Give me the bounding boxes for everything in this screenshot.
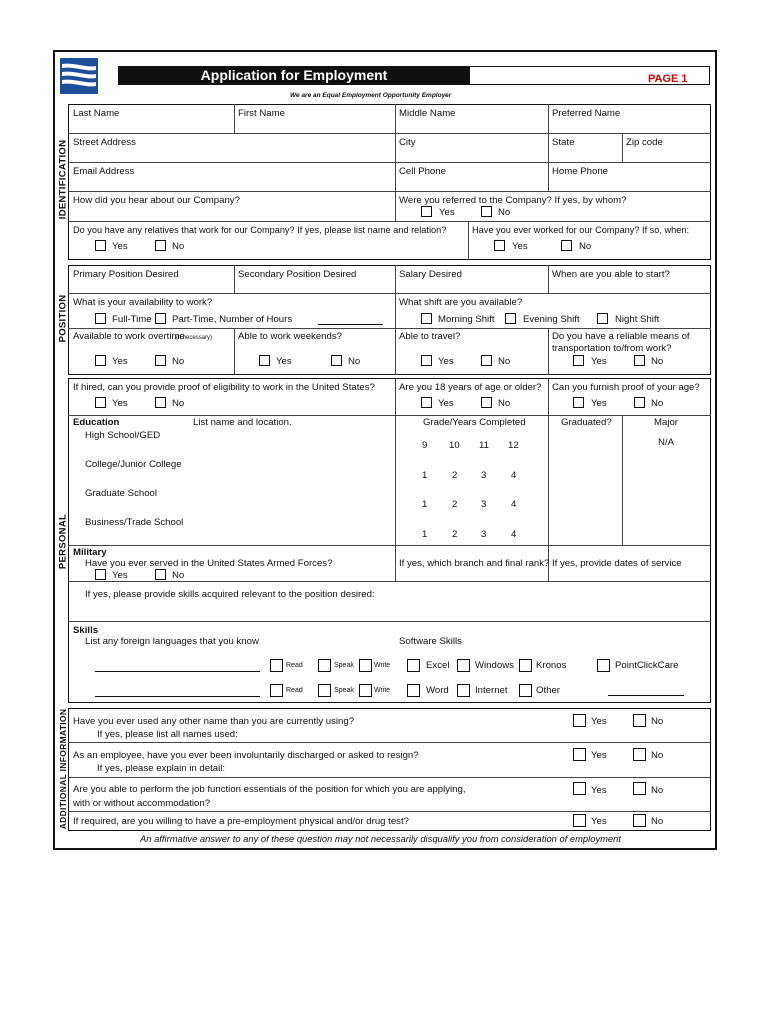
- identification-section: [68, 104, 711, 260]
- state-label: State: [552, 137, 575, 148]
- worked-yes-checkbox[interactable]: [494, 240, 505, 251]
- q1-no-checkbox[interactable]: [633, 714, 646, 727]
- windows-label: Windows: [475, 660, 514, 671]
- transport-no-checkbox[interactable]: [634, 355, 645, 366]
- referred-label: Were you referred to the Company? If yes, by whom?: [399, 195, 627, 206]
- age18-no-checkbox[interactable]: [481, 397, 492, 408]
- if-necessary-note: (if necessary): [176, 335, 213, 341]
- language-2-line[interactable]: [95, 696, 260, 697]
- q1-yes-label: Yes: [591, 716, 607, 727]
- q4-no-checkbox[interactable]: [633, 814, 646, 827]
- q3-no-label: No: [651, 785, 664, 796]
- weekends-yes-label: Yes: [276, 356, 292, 367]
- weekends-label: Able to work weekends?: [238, 331, 342, 342]
- q1-sub-label: If yes, please list all names used:: [97, 729, 238, 740]
- relatives-no-label: No: [172, 241, 185, 252]
- transport-yes-label: Yes: [591, 356, 607, 367]
- college-year-1[interactable]: 1: [422, 470, 428, 481]
- worked-no-checkbox[interactable]: [561, 240, 572, 251]
- skills-heading: Skills: [73, 625, 99, 636]
- military-heading: Military: [73, 547, 107, 558]
- served-yes-checkbox[interactable]: [95, 569, 106, 580]
- eligibility-no-checkbox[interactable]: [155, 397, 166, 408]
- q3-label: Are you able to perform the job function essentials of the position for which you are applying,: [73, 784, 466, 795]
- footer-disclaimer: An affirmative answer to any of these question may not necessarily disqualify you from consideration of employment: [140, 833, 621, 844]
- graduated-label: Graduated?: [561, 417, 612, 428]
- evening-shift-checkbox[interactable]: [505, 313, 516, 324]
- q4-yes-checkbox[interactable]: [573, 814, 586, 827]
- overtime-no-checkbox[interactable]: [155, 355, 166, 366]
- city-label: City: [399, 137, 416, 148]
- graduate-year-3[interactable]: 3: [481, 499, 487, 510]
- q2-yes-checkbox[interactable]: [573, 748, 586, 761]
- excel-checkbox[interactable]: [407, 659, 420, 672]
- age-proof-yes-label: Yes: [591, 398, 607, 409]
- subtitle: We are an Equal Employment Opportunity Employer: [290, 92, 452, 99]
- availability-label: What is your availability to work?: [73, 297, 213, 308]
- list-name-label: List name and location.: [193, 417, 292, 428]
- overtime-yes-label: Yes: [112, 356, 128, 367]
- referred-no-label: No: [498, 207, 511, 218]
- q2-no-checkbox[interactable]: [633, 748, 646, 761]
- q2-no-label: No: [651, 750, 664, 761]
- age18-no-label: No: [498, 398, 511, 409]
- highschool-label: High School/GED: [85, 430, 161, 441]
- preferred-name-label: Preferred Name: [552, 108, 621, 119]
- transport-label-2: transportation to/from work?: [552, 343, 672, 354]
- salary-label: Salary Desired: [399, 269, 462, 280]
- weekends-no-label: No: [348, 356, 361, 367]
- na-label: N/A: [658, 437, 674, 448]
- graduate-year-4[interactable]: 4: [511, 499, 517, 510]
- dates-label: If yes, provide dates of service: [552, 558, 682, 569]
- q4-yes-label: Yes: [591, 816, 607, 827]
- word-checkbox[interactable]: [407, 684, 420, 697]
- position-label: POSITION: [57, 294, 69, 343]
- eligibility-label: If hired, can you provide proof of eligibility to work in the United States?: [73, 382, 375, 393]
- hs-grade-10[interactable]: 10: [449, 440, 460, 451]
- hear-label: How did you hear about our Company?: [73, 195, 240, 206]
- windows-checkbox[interactable]: [457, 659, 470, 672]
- middle-name-label: Middle Name: [399, 108, 456, 119]
- internet-checkbox[interactable]: [457, 684, 470, 697]
- relatives-no-checkbox[interactable]: [155, 240, 166, 251]
- education-heading: Education: [73, 417, 120, 428]
- hs-grade-11[interactable]: 11: [479, 440, 489, 451]
- personal-section: [68, 378, 711, 703]
- home-label: Home Phone: [552, 166, 608, 177]
- referred-no-checkbox[interactable]: [481, 206, 492, 217]
- grade-label: Grade/Years Completed: [423, 417, 526, 428]
- served-no-label: No: [172, 570, 185, 581]
- lang2-write-label: Write: [374, 687, 391, 694]
- travel-yes-label: Yes: [438, 356, 454, 367]
- college-year-3[interactable]: 3: [481, 470, 487, 481]
- zip-label: Zip code: [626, 137, 663, 148]
- transport-label: Do you have a reliable means of: [552, 331, 690, 342]
- shift-label: What shift are you available?: [399, 297, 523, 308]
- lang1-read-checkbox[interactable]: [270, 659, 283, 672]
- identification-label: IDENTIFICATION: [57, 139, 69, 220]
- relatives-yes-checkbox[interactable]: [95, 240, 106, 251]
- night-shift-label: Night Shift: [615, 314, 660, 325]
- weekends-yes-checkbox[interactable]: [259, 355, 270, 366]
- internet-label: Internet: [475, 685, 508, 696]
- overtime-label: Available to work overtime: [73, 331, 185, 342]
- eligibility-yes-checkbox[interactable]: [95, 397, 106, 408]
- lang1-speak-label: Speak: [334, 662, 354, 669]
- start-label: When are you able to start?: [552, 269, 670, 280]
- overtime-no-label: No: [172, 356, 185, 367]
- q3-no-checkbox[interactable]: [633, 782, 646, 795]
- q3-yes-checkbox[interactable]: [573, 782, 586, 795]
- served-no-checkbox[interactable]: [155, 569, 166, 580]
- business-year-4[interactable]: 4: [511, 529, 517, 540]
- lang2-read-checkbox[interactable]: [270, 684, 283, 697]
- major-label: Major: [654, 417, 678, 428]
- age18-yes-checkbox[interactable]: [421, 397, 432, 408]
- additional-label: ADDITIONAL INFORMATION: [58, 708, 68, 830]
- transport-yes-checkbox[interactable]: [573, 355, 584, 366]
- travel-no-checkbox[interactable]: [481, 355, 492, 366]
- parttime-checkbox[interactable]: [155, 313, 166, 324]
- business-year-3[interactable]: 3: [481, 529, 487, 540]
- q1-label: Have you ever used any other name than you are currently using?: [73, 716, 355, 727]
- age18-label: Are you 18 years of age or older?: [399, 382, 542, 393]
- page-number: PAGE 1: [648, 73, 688, 85]
- personal-label: PERSONAL: [57, 513, 69, 570]
- morning-shift-checkbox[interactable]: [421, 313, 432, 324]
- age18-yes-label: Yes: [438, 398, 454, 409]
- word-label: Word: [426, 685, 449, 696]
- kronos-label: Kronos: [536, 660, 567, 671]
- age-proof-label: Can you furnish proof of your age?: [552, 382, 700, 393]
- lang1-write-label: Write: [374, 662, 391, 669]
- lang1-read-label: Read: [286, 662, 303, 669]
- travel-label: Able to travel?: [399, 331, 461, 342]
- morning-shift-label: Morning Shift: [438, 314, 495, 325]
- email-label: Email Address: [73, 166, 135, 177]
- hs-grade-12[interactable]: 12: [508, 440, 519, 451]
- pcc-checkbox[interactable]: [597, 659, 610, 672]
- company-logo-icon: [60, 58, 100, 96]
- worked-no-label: No: [579, 241, 592, 252]
- relatives-label: Do you have any relatives that work for our Company? If yes, please list name and relation?: [73, 225, 447, 235]
- other-label: Other: [536, 685, 560, 696]
- pcc-label: PointClickCare: [615, 660, 679, 671]
- q1-no-label: No: [651, 716, 664, 727]
- lang2-read-label: Read: [286, 687, 303, 694]
- languages-label: List any foreign languages that you know: [85, 636, 259, 647]
- travel-yes-checkbox[interactable]: [421, 355, 432, 366]
- college-label: College/Junior College: [85, 459, 182, 470]
- q2-label: As an employee, have you ever been involuntarily discharged or asked to resign?: [73, 750, 419, 761]
- branch-label: If yes, which branch and final rank?: [399, 558, 550, 569]
- parttime-hours-line[interactable]: [318, 324, 383, 325]
- worked-yes-label: Yes: [512, 241, 528, 252]
- referred-yes-label: Yes: [439, 207, 455, 218]
- graduate-year-1[interactable]: 1: [422, 499, 428, 510]
- college-year-2[interactable]: 2: [452, 470, 458, 481]
- q3-yes-label: Yes: [591, 785, 607, 796]
- fulltime-checkbox[interactable]: [95, 313, 106, 324]
- evening-shift-label: Evening Shift: [523, 314, 580, 325]
- last-name-label: Last Name: [73, 108, 120, 119]
- q4-no-label: No: [651, 816, 664, 827]
- lang2-speak-checkbox[interactable]: [318, 684, 331, 697]
- parttime-label: Part-Time, Number of Hours: [172, 314, 293, 325]
- secondary-position-label: Secondary Position Desired: [238, 269, 357, 280]
- lang2-speak-label: Speak: [334, 687, 354, 694]
- college-year-4[interactable]: 4: [511, 470, 517, 481]
- cell-label: Cell Phone: [399, 166, 446, 177]
- lang1-write-checkbox[interactable]: [359, 659, 372, 672]
- served-yes-label: Yes: [112, 570, 128, 581]
- business-school-label: Business/Trade School: [85, 517, 184, 528]
- q2-yes-label: Yes: [591, 750, 607, 761]
- eligibility-no-label: No: [172, 398, 185, 409]
- graduate-year-2[interactable]: 2: [452, 499, 458, 510]
- other-checkbox[interactable]: [519, 684, 532, 697]
- business-year-2[interactable]: 2: [452, 529, 458, 540]
- overtime-yes-checkbox[interactable]: [95, 355, 106, 366]
- night-shift-checkbox[interactable]: [597, 313, 608, 324]
- graduate-school-label: Graduate School: [85, 488, 157, 499]
- skills-acquired-label: If yes, please provide skills acquired relevant to the position desired:: [85, 589, 375, 600]
- referred-yes-checkbox[interactable]: [421, 206, 432, 217]
- fulltime-label: Full-Time: [112, 314, 152, 325]
- software-label: Software Skills: [399, 636, 462, 647]
- q3-sub-label: with or without accommodation?: [73, 798, 211, 809]
- lang1-speak-checkbox[interactable]: [318, 659, 331, 672]
- street-label: Street Address: [73, 137, 136, 148]
- served-label: Have you ever served in the United States Armed Forces?: [85, 558, 333, 569]
- lang2-write-checkbox[interactable]: [359, 684, 372, 697]
- age-proof-no-label: No: [651, 398, 664, 409]
- relatives-yes-label: Yes: [112, 241, 128, 252]
- age-proof-no-checkbox[interactable]: [634, 397, 645, 408]
- page-title: Application for Employment: [200, 67, 388, 83]
- excel-label: Excel: [426, 660, 450, 671]
- transport-no-label: No: [651, 356, 664, 367]
- hs-grade-9[interactable]: 9: [422, 440, 428, 451]
- q2-sub-label: If yes, please explain in detail:: [97, 763, 225, 774]
- first-name-label: First Name: [238, 108, 285, 119]
- q1-yes-checkbox[interactable]: [573, 714, 586, 727]
- eligibility-yes-label: Yes: [112, 398, 128, 409]
- kronos-checkbox[interactable]: [519, 659, 532, 672]
- worked-label: Have you ever worked for our Company? If so, when:: [472, 225, 690, 235]
- other-software-line[interactable]: [608, 695, 684, 696]
- weekends-no-checkbox[interactable]: [331, 355, 342, 366]
- language-1-line[interactable]: [95, 671, 260, 672]
- business-year-1[interactable]: 1: [422, 529, 428, 540]
- travel-no-label: No: [498, 356, 511, 367]
- age-proof-yes-checkbox[interactable]: [573, 397, 584, 408]
- primary-position-label: Primary Position Desired: [73, 269, 179, 280]
- q4-label: If required, are you willing to have a pre-employment physical and/or drug test?: [73, 816, 409, 827]
